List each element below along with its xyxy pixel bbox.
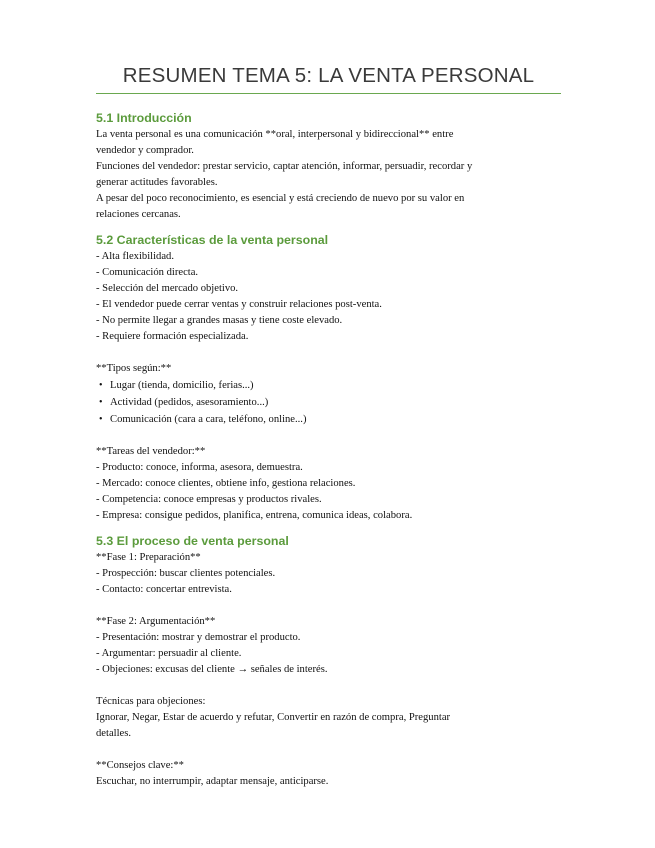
paragraph-line: Funciones del vendedor: prestar servicio, captar atención, informar, persuadir, recordar y: [96, 161, 473, 172]
bullet-icon: •: [99, 397, 103, 408]
document-page: [96, 62, 561, 790]
list-item: - Requiere formación especializada.: [96, 331, 249, 342]
list-item: - El vendedor puede cerrar ventas y construir relaciones post-venta.: [96, 299, 382, 310]
objections-label: Técnicas para objeciones:: [96, 696, 206, 707]
bullet-icon: •: [99, 380, 103, 391]
tasks-list: [96, 460, 561, 524]
phase1-label: **Fase 1: Preparación**: [96, 552, 201, 563]
bullet-item: [96, 394, 561, 411]
paragraph-line: La venta personal es una comunicación **oral, interpersonal y bidireccional** entre: [96, 129, 454, 140]
list-item: - Producto: conoce, informa, asesora, demuestra.: [96, 462, 303, 473]
tips-label: **Consejos clave:**: [96, 760, 184, 771]
objections-text: [96, 710, 561, 742]
list-item: - Comunicación directa.: [96, 267, 199, 278]
document-title: RESUMEN TEMA 5: LA VENTA PERSONAL: [96, 62, 561, 94]
section-heading-caracteristicas: 5.2 Características de la venta personal: [96, 233, 329, 247]
bullet-item: [96, 377, 561, 394]
list-item: - Argumentar: persuadir al cliente.: [96, 648, 242, 659]
paragraph-line: relaciones cercanas.: [96, 209, 181, 220]
paragraph-line: A pesar del poco reconocimiento, es esencial y está creciendo de nuevo por su valor en: [96, 193, 465, 204]
list-item: - Competencia: conoce empresas y productos rivales.: [96, 494, 322, 505]
list-item: - Selección del mercado objetivo.: [96, 283, 239, 294]
list-item: - Presentación: mostrar y demostrar el producto.: [96, 632, 301, 643]
paragraph-line: vendedor y comprador.: [96, 145, 194, 156]
characteristics-list: [96, 249, 561, 345]
section-heading-introduccion: 5.1 Introducción: [96, 111, 192, 125]
list-item: - Prospección: buscar clientes potenciales.: [96, 568, 276, 579]
spacer: [96, 678, 561, 694]
list-item: - Contacto: concertar entrevista.: [96, 584, 232, 595]
paragraph-line: Ignorar, Negar, Estar de acuerdo y refutar, Convertir en razón de compra, Preguntar: [96, 712, 451, 723]
tips-text: Escuchar, no interrumpir, adaptar mensaje, anticiparse.: [96, 776, 329, 787]
bullet-text: Actividad (pedidos, asesoramiento...): [110, 397, 269, 408]
spacer: [96, 428, 561, 444]
list-item: - Objeciones: excusas del cliente → señales de interés.: [96, 664, 328, 675]
phase2-label: **Fase 2: Argumentación**: [96, 616, 216, 627]
phase2-list: [96, 630, 561, 678]
phase1-list: [96, 566, 561, 598]
paragraph-line: generar actitudes favorables.: [96, 177, 218, 188]
types-label: **Tipos según:**: [96, 363, 172, 374]
section-heading-proceso: 5.3 El proceso de venta personal: [96, 534, 289, 548]
section-introduccion-body: [96, 127, 561, 223]
list-item: - No permite llegar a grandes masas y tiene coste elevado.: [96, 315, 343, 326]
list-item: - Empresa: consigue pedidos, planifica, entrena, comunica ideas, colabora.: [96, 510, 413, 521]
spacer: [96, 742, 561, 758]
bullet-text: Lugar (tienda, domicilio, ferias...): [110, 380, 254, 391]
spacer: [96, 598, 561, 614]
paragraph-line: detalles.: [96, 728, 132, 739]
bullet-item: [96, 411, 561, 428]
tasks-label: **Tareas del vendedor:**: [96, 446, 206, 457]
spacer: [96, 345, 561, 361]
bullet-text: Comunicación (cara a cara, teléfono, online...): [110, 414, 307, 425]
bullet-icon: •: [99, 414, 103, 425]
list-item: - Mercado: conoce clientes, obtiene info, gestiona relaciones.: [96, 478, 356, 489]
list-item: - Alta flexibilidad.: [96, 251, 174, 262]
types-bullet-list: [96, 377, 561, 428]
